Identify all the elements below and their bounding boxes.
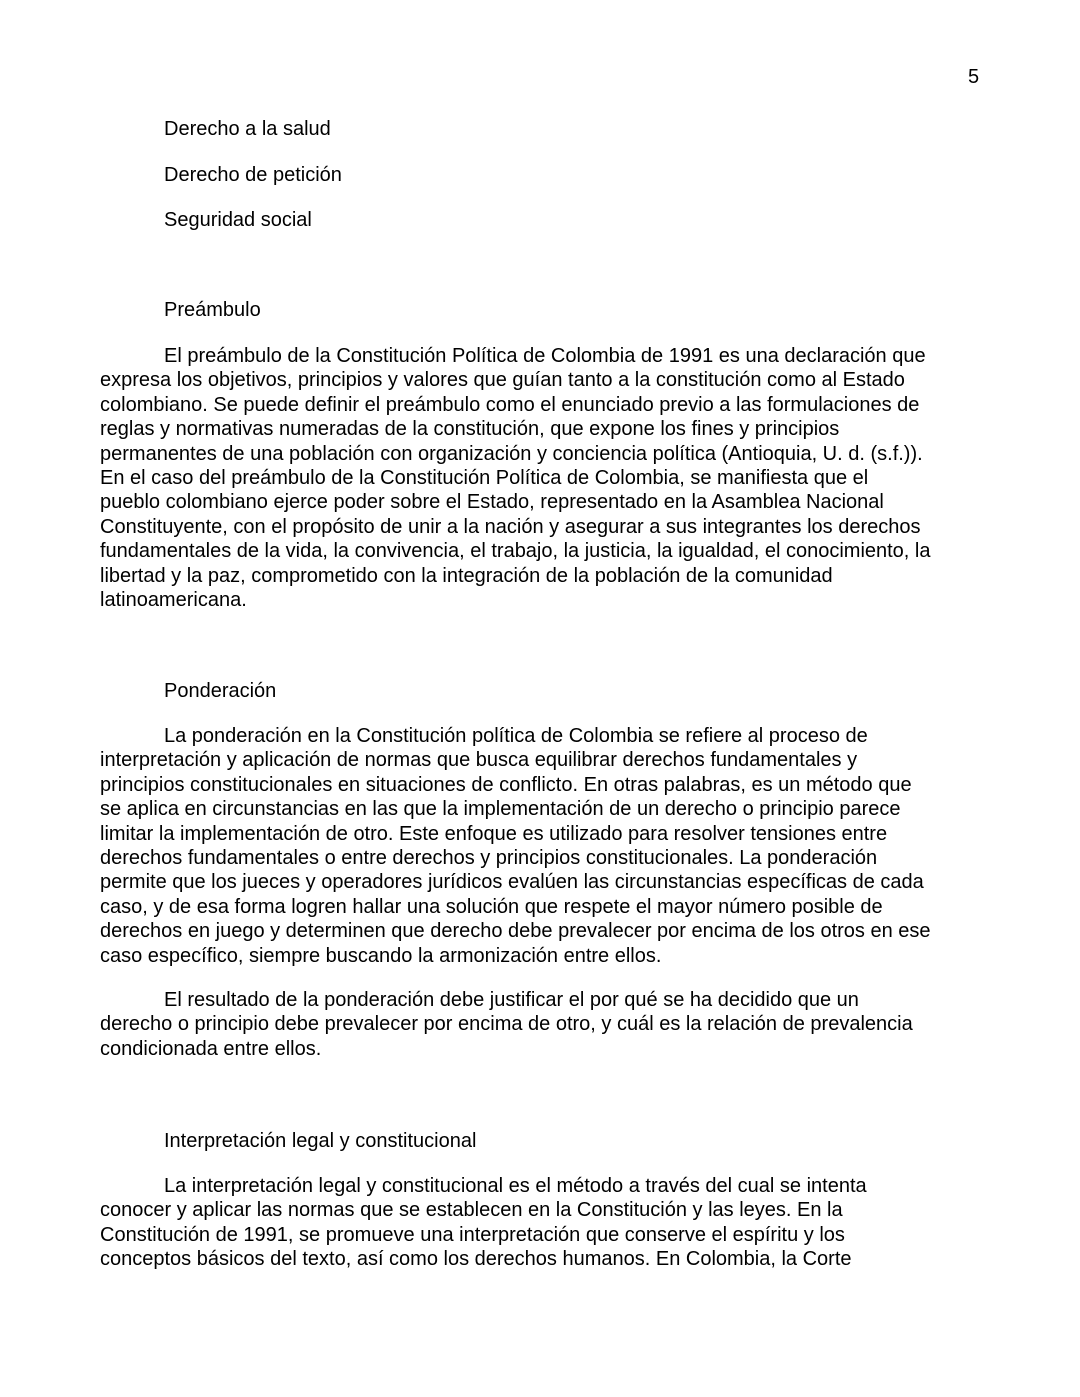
page-number: 5 — [968, 66, 980, 88]
section-heading-ponderacion: Ponderación — [164, 680, 277, 702]
text-line: Constituyente, con el propósito de unir a la nación y asegurar a sus integrantes los derechos — [100, 515, 921, 538]
text-line: caso, y de esa forma logren hallar una solución que respete el mayor número posible de — [100, 895, 883, 918]
text-line: limitar la implementación de otro. Este enfoque es utilizado para resolver tensiones entre — [100, 822, 888, 845]
paragraph — [100, 344, 931, 612]
paragraph — [100, 1174, 867, 1272]
text-line: derecho o principio debe prevalecer por encima de otro, y cuál es la relación de prevalencia — [100, 1013, 913, 1036]
text-line: libertad y la paz, comprometido con la integración de la población de la comunidad — [100, 564, 833, 587]
text-line: caso específico, siempre buscando la armonización entre ellos. — [100, 944, 662, 967]
text-line: conceptos básicos del texto, así como los derechos humanos. En Colombia, la Corte — [100, 1248, 852, 1271]
text-line: colombiano. Se puede definir el preámbulo como el enunciado previo a las formulaciones de — [100, 393, 920, 416]
section-heading-preambulo: Preámbulo — [164, 299, 261, 321]
text-line: fundamentales de la vida, la convivencia, el trabajo, la justicia, la igualdad, el conocimiento, la — [100, 540, 931, 563]
text-line: permanentes de una población con organización y conciencia política (Antioquia, U. d. (s.f.)). — [100, 442, 923, 465]
text-line: derechos en juego y determinen que derecho debe prevalecer por encima de los otros en ese — [100, 920, 931, 943]
text-line: expresa los objetivos, principios y valores que guían tanto a la constitución como al Estado — [100, 369, 905, 392]
text-line: El preámbulo de la Constitución Política de Colombia de 1991 es una declaración que — [164, 345, 926, 367]
paragraph — [100, 988, 913, 1061]
text-line: permite que los jueces y operadores jurídicos evalúen las circunstancias específicas de cada — [100, 871, 924, 894]
text-line: pueblo colombiano ejerce poder sobre el Estado, representado en la Asamblea Nacional — [100, 491, 884, 514]
text-line: derechos fundamentales o entre derechos y principios constitucionales. La ponderación — [100, 847, 878, 870]
text-line: En el caso del preámbulo de la Constitución Política de Colombia, se manifiesta que el — [100, 467, 869, 490]
text-line: latinoamericana. — [100, 589, 247, 612]
text-line: se aplica en circunstancias en las que la implementación de un derecho o principio parece — [100, 798, 901, 821]
text-line: interpretación y aplicación de normas que busca equilibrar derechos fundamentales y — [100, 749, 858, 772]
text-line: El resultado de la ponderación debe justificar el por qué se ha decidido que un — [164, 989, 859, 1011]
list-item: Derecho de petición — [164, 164, 342, 186]
text-line: conocer y aplicar las normas que se establecen en la Constitución y las leyes. En la — [100, 1199, 843, 1222]
text-line: principios constitucionales en situaciones de conflicto. En otras palabras, es un método que — [100, 773, 912, 796]
list-item: Seguridad social — [164, 209, 312, 231]
text-line: La ponderación en la Constitución política de Colombia se refiere al proceso de — [164, 725, 868, 747]
list-item: Derecho a la salud — [164, 118, 331, 140]
section-heading-interpretacion: Interpretación legal y constitucional — [164, 1130, 477, 1152]
text-line: condicionada entre ellos. — [100, 1037, 322, 1060]
text-line: Constitución de 1991, se promueve una interpretación que conserve el espíritu y los — [100, 1223, 845, 1246]
text-line: reglas y normativas numeradas de la constitución, que expone los fines y principios — [100, 418, 840, 441]
paragraph — [100, 724, 931, 968]
text-line: La interpretación legal y constitucional es el método a través del cual se intenta — [164, 1175, 867, 1197]
